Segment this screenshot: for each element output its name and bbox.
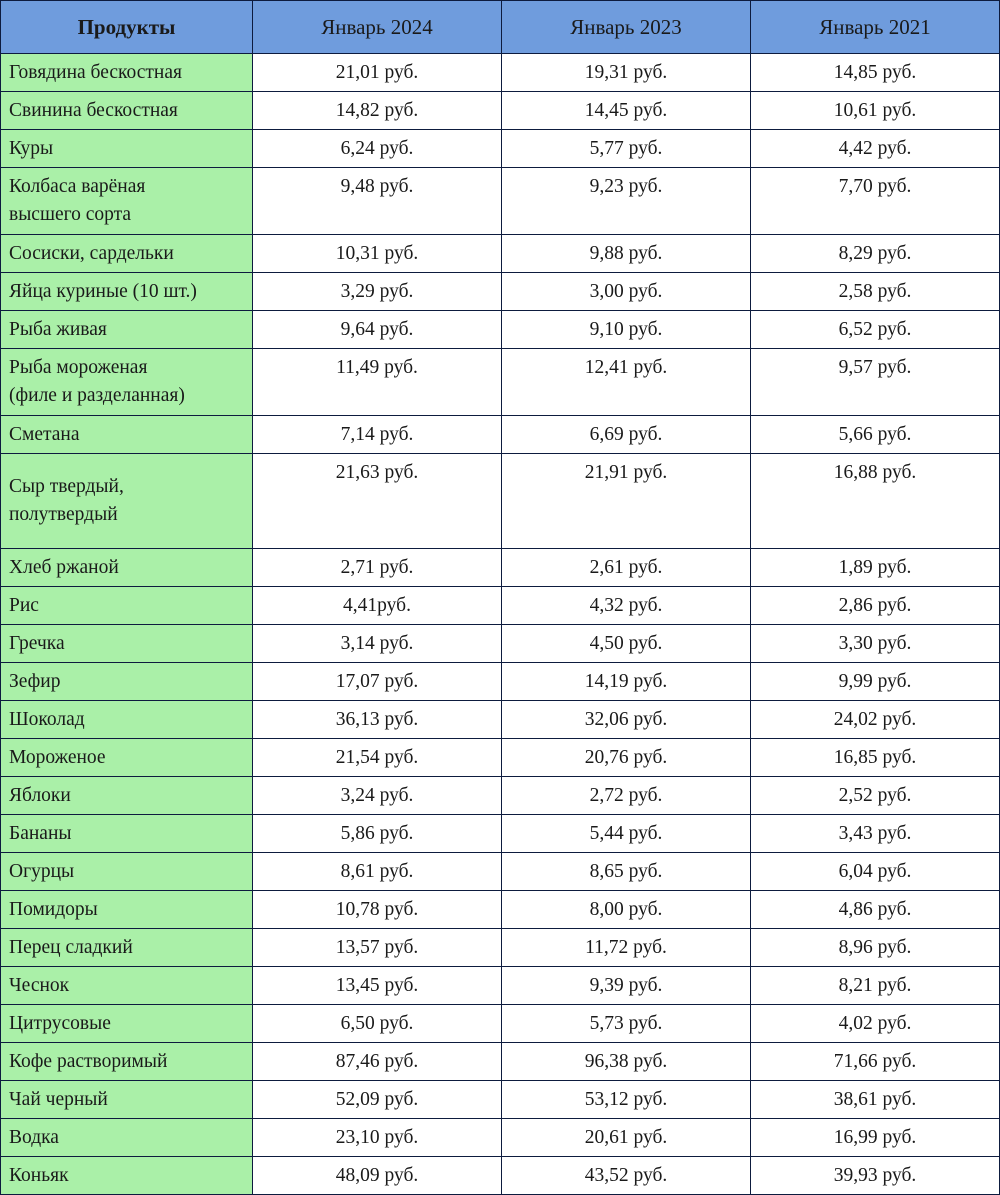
table-row	[1, 311, 1000, 349]
price-cell: 2,58 руб.	[751, 273, 1000, 311]
product-name-cell	[1, 967, 253, 1005]
table-row	[1, 929, 1000, 967]
product-name-cell	[1, 454, 253, 549]
price-cell: 87,46 руб.	[253, 1043, 502, 1081]
table-row	[1, 739, 1000, 777]
table-row	[1, 625, 1000, 663]
product-name-cell	[1, 54, 253, 92]
product-name-line: (филе и разделанная)	[9, 385, 185, 406]
price-cell: 21,63 руб.	[253, 454, 502, 549]
product-name-line: Зефир	[9, 670, 61, 692]
price-cell: 3,43 руб.	[751, 815, 1000, 853]
price-cell: 12,41 руб.	[502, 349, 751, 416]
column-header-january-2023: Январь 2023	[502, 1, 751, 54]
table-row	[1, 777, 1000, 815]
price-cell: 6,52 руб.	[751, 311, 1000, 349]
product-name-line: Колбаса варёная	[9, 176, 146, 198]
price-cell: 5,73 руб.	[502, 1005, 751, 1043]
product-name-cell	[1, 235, 253, 273]
price-cell: 8,21 руб.	[751, 967, 1000, 1005]
column-header-january-2021: Январь 2021	[751, 1, 1000, 54]
price-cell: 13,45 руб.	[253, 967, 502, 1005]
price-cell: 9,64 руб.	[253, 311, 502, 349]
price-cell: 53,12 руб.	[502, 1081, 751, 1119]
table-row	[1, 130, 1000, 168]
product-name-cell	[1, 92, 253, 130]
price-cell: 19,31 руб.	[502, 54, 751, 92]
table-row	[1, 1043, 1000, 1081]
product-name-cell	[1, 891, 253, 929]
price-cell: 6,04 руб.	[751, 853, 1000, 891]
price-cell: 3,00 руб.	[502, 273, 751, 311]
price-cell: 9,88 руб.	[502, 235, 751, 273]
product-name-cell	[1, 701, 253, 739]
price-cell: 2,61 руб.	[502, 549, 751, 587]
price-cell: 4,50 руб.	[502, 625, 751, 663]
product-name-line: Перец сладкий	[9, 936, 133, 958]
table-row	[1, 235, 1000, 273]
price-cell: 2,72 руб.	[502, 777, 751, 815]
price-cell: 9,23 руб.	[502, 168, 751, 235]
price-cell: 13,57 руб.	[253, 929, 502, 967]
table-row	[1, 92, 1000, 130]
price-cell: 16,99 руб.	[751, 1119, 1000, 1157]
table-row	[1, 701, 1000, 739]
price-cell: 3,29 руб.	[253, 273, 502, 311]
price-cell: 14,82 руб.	[253, 92, 502, 130]
table-row	[1, 1005, 1000, 1043]
product-name-cell	[1, 739, 253, 777]
price-cell: 32,06 руб.	[502, 701, 751, 739]
product-name-line: Говядина бескостная	[9, 61, 182, 83]
price-cell: 9,99 руб.	[751, 663, 1000, 701]
product-name-line: Шоколад	[9, 708, 85, 730]
product-name-cell	[1, 929, 253, 967]
product-name-line: Чай черный	[9, 1088, 108, 1110]
price-cell: 8,61 руб.	[253, 853, 502, 891]
price-cell: 20,76 руб.	[502, 739, 751, 777]
product-name-cell	[1, 815, 253, 853]
price-cell: 52,09 руб.	[253, 1081, 502, 1119]
product-name-cell	[1, 349, 253, 416]
price-cell: 8,29 руб.	[751, 235, 1000, 273]
table-row	[1, 416, 1000, 454]
product-name-line: Сосиски, сардельки	[9, 242, 174, 264]
table-row	[1, 1157, 1000, 1195]
price-cell: 14,19 руб.	[502, 663, 751, 701]
price-cell: 5,66 руб.	[751, 416, 1000, 454]
product-name-line: Свинина бескостная	[9, 99, 178, 121]
price-cell: 10,61 руб.	[751, 92, 1000, 130]
price-cell: 9,39 руб.	[502, 967, 751, 1005]
price-cell: 43,52 руб.	[502, 1157, 751, 1195]
price-cell: 16,85 руб.	[751, 739, 1000, 777]
table-row	[1, 1081, 1000, 1119]
price-cell: 24,02 руб.	[751, 701, 1000, 739]
price-cell: 7,70 руб.	[751, 168, 1000, 235]
price-cell: 2,86 руб.	[751, 587, 1000, 625]
price-cell: 2,71 руб.	[253, 549, 502, 587]
price-cell: 6,24 руб.	[253, 130, 502, 168]
table-row	[1, 891, 1000, 929]
product-name-cell	[1, 587, 253, 625]
price-cell: 8,00 руб.	[502, 891, 751, 929]
product-name-line: Водка	[9, 1126, 59, 1148]
product-name-line: Чеснок	[9, 974, 70, 996]
price-cell: 1,89 руб.	[751, 549, 1000, 587]
product-name-cell	[1, 416, 253, 454]
price-cell: 5,44 руб.	[502, 815, 751, 853]
product-name-cell	[1, 273, 253, 311]
table-row	[1, 967, 1000, 1005]
price-cell: 9,57 руб.	[751, 349, 1000, 416]
price-cell: 20,61 руб.	[502, 1119, 751, 1157]
product-name-cell	[1, 549, 253, 587]
price-cell: 9,48 руб.	[253, 168, 502, 235]
price-cell: 8,65 руб.	[502, 853, 751, 891]
product-name-line: Сыр твердый,	[9, 476, 124, 498]
table-row	[1, 349, 1000, 416]
table-body	[1, 54, 1000, 1195]
column-header-product: Продукты	[1, 1, 253, 54]
product-name-cell	[1, 130, 253, 168]
product-name-cell	[1, 1005, 253, 1043]
price-cell: 36,13 руб.	[253, 701, 502, 739]
price-cell: 96,38 руб.	[502, 1043, 751, 1081]
table-row	[1, 853, 1000, 891]
table-row	[1, 587, 1000, 625]
price-cell: 4,02 руб.	[751, 1005, 1000, 1043]
product-name-line: Огурцы	[9, 860, 75, 882]
table-row	[1, 663, 1000, 701]
product-name-line: Рыба живая	[9, 318, 107, 340]
table-header-row	[1, 1, 1000, 54]
product-name-line: Цитрусовые	[9, 1012, 111, 1034]
price-cell: 5,77 руб.	[502, 130, 751, 168]
price-cell: 38,61 руб.	[751, 1081, 1000, 1119]
price-cell: 14,85 руб.	[751, 54, 1000, 92]
table-row	[1, 54, 1000, 92]
product-name-cell	[1, 168, 253, 235]
product-name-cell	[1, 1081, 253, 1119]
price-cell: 3,30 руб.	[751, 625, 1000, 663]
product-name-line: Хлеб ржаной	[9, 556, 119, 578]
price-cell: 10,78 руб.	[253, 891, 502, 929]
table-row	[1, 1119, 1000, 1157]
product-name-cell	[1, 1119, 253, 1157]
product-name-line: Помидоры	[9, 898, 98, 920]
price-cell: 21,01 руб.	[253, 54, 502, 92]
price-cell: 5,86 руб.	[253, 815, 502, 853]
price-cell: 8,96 руб.	[751, 929, 1000, 967]
product-name-cell	[1, 663, 253, 701]
price-cell: 7,14 руб.	[253, 416, 502, 454]
price-cell: 17,07 руб.	[253, 663, 502, 701]
product-name-cell	[1, 625, 253, 663]
product-name-cell	[1, 311, 253, 349]
price-cell: 14,45 руб.	[502, 92, 751, 130]
price-cell: 3,14 руб.	[253, 625, 502, 663]
price-cell: 2,52 руб.	[751, 777, 1000, 815]
price-cell: 4,41руб.	[253, 587, 502, 625]
product-name-cell	[1, 777, 253, 815]
product-name-cell	[1, 853, 253, 891]
product-name-line: Яйца куриные (10 шт.)	[9, 280, 197, 302]
price-cell: 3,24 руб.	[253, 777, 502, 815]
price-cell: 6,50 руб.	[253, 1005, 502, 1043]
product-name-line: Коньяк	[9, 1164, 69, 1186]
product-name-line: Мороженое	[9, 746, 106, 768]
product-name-line: Сметана	[9, 423, 80, 445]
price-cell: 16,88 руб.	[751, 454, 1000, 549]
product-name-line: высшего сорта	[9, 204, 132, 225]
table-row	[1, 549, 1000, 587]
product-name-line: Кофе растворимый	[9, 1050, 168, 1072]
price-cell: 9,10 руб.	[502, 311, 751, 349]
table-row	[1, 168, 1000, 235]
price-cell: 4,86 руб.	[751, 891, 1000, 929]
product-name-cell	[1, 1157, 253, 1195]
price-cell: 4,32 руб.	[502, 587, 751, 625]
price-cell: 23,10 руб.	[253, 1119, 502, 1157]
column-header-january-2024: Январь 2024	[253, 1, 502, 54]
product-name-line: Бананы	[9, 822, 72, 844]
product-name-line: Рис	[9, 594, 39, 616]
price-cell: 11,49 руб.	[253, 349, 502, 416]
table-header	[1, 1, 1000, 54]
product-name-line: полутвердый	[9, 504, 118, 525]
price-cell: 21,91 руб.	[502, 454, 751, 549]
table-row	[1, 815, 1000, 853]
price-cell: 71,66 руб.	[751, 1043, 1000, 1081]
price-cell: 21,54 руб.	[253, 739, 502, 777]
price-cell: 48,09 руб.	[253, 1157, 502, 1195]
product-name-line: Рыба мороженая	[9, 357, 148, 379]
price-cell: 11,72 руб.	[502, 929, 751, 967]
product-name-cell	[1, 1043, 253, 1081]
price-cell: 6,69 руб.	[502, 416, 751, 454]
price-cell: 4,42 руб.	[751, 130, 1000, 168]
product-name-line: Гречка	[9, 632, 65, 654]
table-row	[1, 454, 1000, 549]
price-cell: 10,31 руб.	[253, 235, 502, 273]
table-row	[1, 273, 1000, 311]
price-cell: 39,93 руб.	[751, 1157, 1000, 1195]
product-name-line: Куры	[9, 137, 54, 159]
product-name-line: Яблоки	[9, 784, 71, 806]
